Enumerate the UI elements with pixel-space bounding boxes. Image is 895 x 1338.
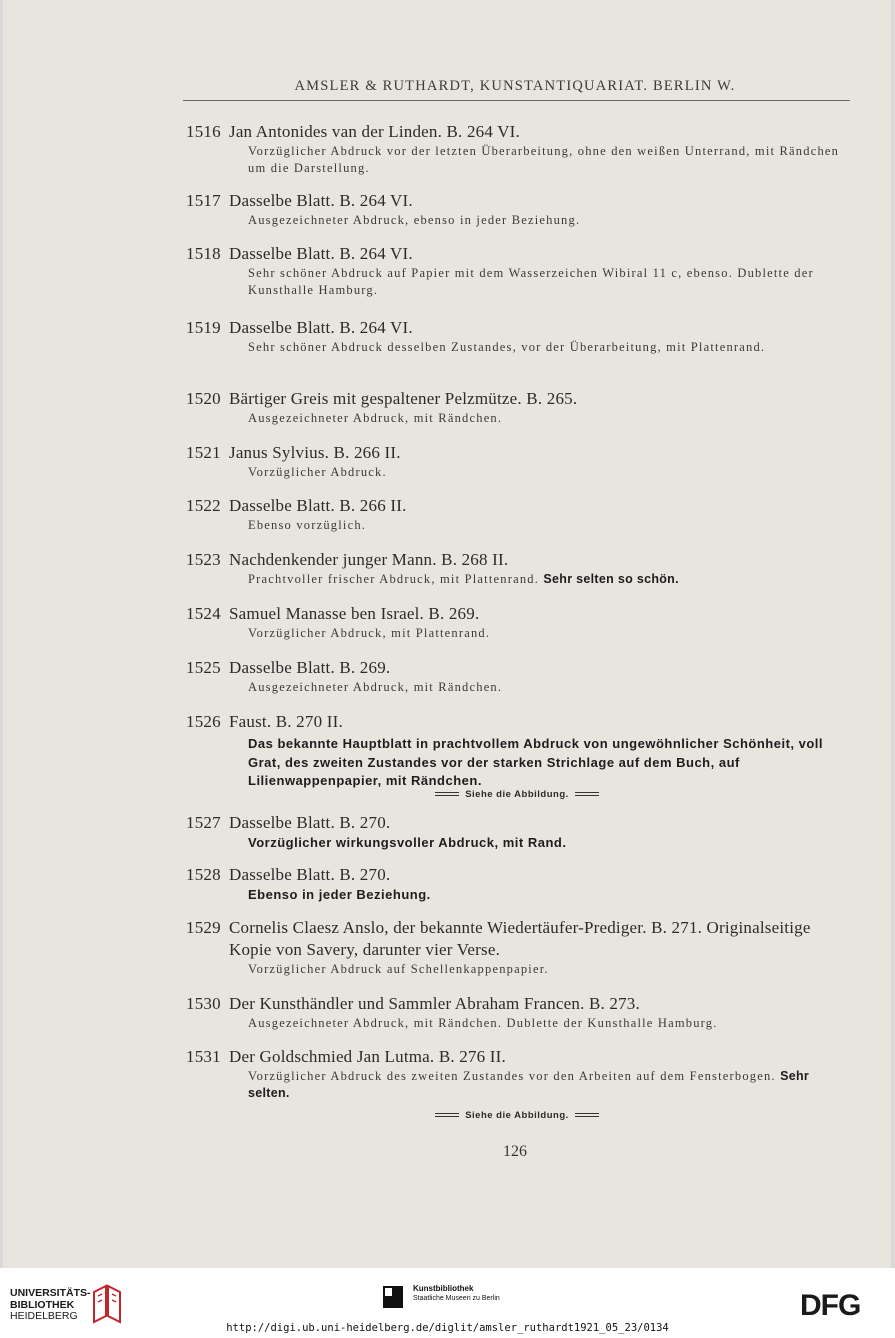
entry-title <box>186 657 848 679</box>
see-illustration-note <box>186 1110 848 1121</box>
header-rule <box>183 100 850 101</box>
catalog-entry-1529 <box>186 917 848 978</box>
entry-title <box>186 243 848 265</box>
entry-description: Vorzüglicher wirkungsvoller Abdruck, mit Rand. <box>248 835 567 850</box>
catalog-entry-1528 <box>186 864 848 905</box>
entry-description: Sehr schöner Abdruck desselben Zustandes, vor der Überarbeitung, mit Plattenrand. <box>248 340 766 354</box>
see-illustration-text: Siehe die Abbildung. <box>465 789 569 800</box>
entry-description: Vorzüglicher Abdruck auf Schellenkappenpapier. <box>248 962 549 976</box>
entry-title <box>186 495 848 517</box>
entry-title-text: Dasselbe Blatt. B. 269. <box>229 658 391 677</box>
catalog-entry-1524 <box>186 603 848 642</box>
catalog-entry-1521 <box>186 442 848 481</box>
catalog-entry-1531 <box>186 1046 848 1101</box>
catalog-entry-1530 <box>186 993 848 1032</box>
running-header: AMSLER & RUTHARDT, KUNSTANTIQUARIAT. BERLIN W. <box>294 78 736 94</box>
entry-description: Ausgezeichneter Abdruck, ebenso in jeder Beziehung. <box>248 213 581 227</box>
see-illustration-note <box>186 789 848 800</box>
rarity-note: Sehr selten so schön. <box>543 572 679 586</box>
see-illustration-text: Siehe die Abbildung. <box>465 1110 569 1121</box>
uni-logo-line1: UNIVERSITÄTS- <box>10 1287 91 1299</box>
entry-number: 1516 <box>186 122 221 141</box>
entry-description: Vorzüglicher Abdruck vor der letzten Überarbeitung, ohne den weißen Unterrand, mit Rändchen um die Darstellung. <box>248 144 840 175</box>
entry-title <box>186 603 848 625</box>
catalog-entry-1516 <box>186 121 848 176</box>
entry-title <box>186 121 848 143</box>
entry-title <box>186 442 848 464</box>
catalog-entry-1517 <box>186 190 848 229</box>
entry-number: 1524 <box>186 604 221 623</box>
catalog-entry-1520 <box>186 388 848 427</box>
entry-number: 1530 <box>186 994 221 1013</box>
entry-number: 1528 <box>186 865 221 884</box>
entry-title-text: Janus Sylvius. B. 266 II. <box>229 443 401 462</box>
entry-title <box>186 190 848 212</box>
entry-number: 1527 <box>186 813 221 832</box>
catalog-entry-1519 <box>186 317 848 356</box>
kunstbibliothek-logo[interactable] <box>383 1284 513 1314</box>
catalog-entry-1526 <box>186 711 848 791</box>
entry-description <box>248 571 848 588</box>
entry-title-text: Dasselbe Blatt. B. 264 VI. <box>229 244 413 263</box>
entry-title-text: Dasselbe Blatt. B. 266 II. <box>229 496 407 515</box>
entry-title-text: Nachdenkender junger Mann. B. 268 II. <box>229 550 509 569</box>
uni-logo-line2: BIBLIOTHEK <box>10 1298 75 1311</box>
entry-description: Vorzüglicher Abdruck. <box>248 465 387 479</box>
entry-number: 1520 <box>186 389 221 408</box>
entry-number: 1517 <box>186 191 221 210</box>
entry-title-text: Der Kunsthändler und Sammler Abraham Francen. B. 273. <box>229 994 640 1013</box>
entry-title <box>186 864 848 886</box>
entry-description: Vorzüglicher Abdruck, mit Plattenrand. <box>248 626 491 640</box>
entry-title <box>186 917 848 961</box>
catalog-entry-1523 <box>186 549 848 588</box>
entry-title-text: Der Goldschmied Jan Lutma. B. 276 II. <box>229 1047 506 1066</box>
dfg-logo[interactable]: DFG <box>800 1289 861 1322</box>
entry-title-text: Samuel Manasse ben Israel. B. 269. <box>229 604 480 623</box>
entry-title <box>186 388 848 410</box>
entry-number: 1526 <box>186 712 221 731</box>
page-number: 126 <box>503 1143 527 1160</box>
entry-number: 1521 <box>186 443 221 462</box>
entry-title-text: Dasselbe Blatt. B. 264 VI. <box>229 318 413 337</box>
entry-title-text: Dasselbe Blatt. B. 264 VI. <box>229 191 413 210</box>
entry-title <box>186 993 848 1015</box>
entry-number: 1525 <box>186 658 221 677</box>
entry-title <box>186 812 848 834</box>
entry-number: 1531 <box>186 1047 221 1066</box>
university-library-logo[interactable] <box>10 1288 91 1323</box>
rarity-note: Sehr selten. <box>248 1069 810 1100</box>
entry-title-text: Jan Antonides van der Linden. B. 264 VI. <box>229 122 520 141</box>
entry-description <box>248 1068 848 1101</box>
entry-title-text: Cornelis Claesz Anslo, der bekannte Wiedertäufer-Prediger. B. 271. Originalseitige Kopie von Savery, darunter vier Verse. <box>229 918 811 959</box>
catalog-entry-1522 <box>186 495 848 534</box>
entry-number: 1529 <box>186 918 221 937</box>
entry-title-text: Dasselbe Blatt. B. 270. <box>229 813 391 832</box>
entry-description: Ausgezeichneter Abdruck, mit Rändchen. Dublette der Kunsthalle Hamburg. <box>248 1016 718 1030</box>
entry-description-text: Vorzüglicher Abdruck des zweiten Zustandes vor den Arbeiten auf dem Fensterbogen. <box>248 1069 776 1083</box>
note-rule-left <box>435 792 459 796</box>
note-rule-right <box>575 792 599 796</box>
entry-title <box>186 549 848 571</box>
catalog-entry-1527 <box>186 812 848 853</box>
catalog-entry-1525 <box>186 657 848 696</box>
entry-title <box>186 711 848 733</box>
kb-logo-line2: Staatliche Museen zu Berlin <box>413 1295 500 1302</box>
university-mark-icon <box>90 1282 124 1324</box>
note-rule-right <box>575 1113 599 1117</box>
entry-number: 1519 <box>186 318 221 337</box>
entry-description: Ausgezeichneter Abdruck, mit Rändchen. <box>248 411 503 425</box>
entry-title-text: Bärtiger Greis mit gespaltener Pelzmütze. B. 265. <box>229 389 578 408</box>
entry-description: Ebenso in jeder Beziehung. <box>248 887 431 902</box>
entry-description-text: Prachtvoller frischer Abdruck, mit Plattenrand. <box>248 572 540 586</box>
entry-title <box>186 1046 848 1068</box>
entry-description: Ausgezeichneter Abdruck, mit Rändchen. <box>248 680 503 694</box>
uni-logo-line3: HEIDELBERG <box>10 1310 78 1322</box>
entry-description: Ebenso vorzüglich. <box>248 518 367 532</box>
kb-logo-line1: Kunstbibliothek <box>413 1284 474 1293</box>
kunstbibliothek-mark-icon <box>383 1286 403 1308</box>
entry-title <box>186 317 848 339</box>
entry-title-text: Dasselbe Blatt. B. 270. <box>229 865 391 884</box>
permalink-url[interactable]: http://digi.ub.uni-heidelberg.de/diglit/amsler_ruthardt1921_05_23/0134 <box>226 1322 669 1334</box>
entry-description: Das bekannte Hauptblatt in prachtvollem Abdruck von ungewöhnlicher Schönheit, voll Grat, des zweiten Zustandes vor der starken Strichlage auf dem Buch, auf Lilienwappenpapier, mit Rändchen. <box>248 736 824 788</box>
entry-number: 1522 <box>186 496 221 515</box>
entry-number: 1523 <box>186 550 221 569</box>
entry-title-text: Faust. B. 270 II. <box>229 712 343 731</box>
note-rule-left <box>435 1113 459 1117</box>
entry-number: 1518 <box>186 244 221 263</box>
catalog-entry-1518 <box>186 243 848 298</box>
entry-description: Sehr schöner Abdruck auf Papier mit dem Wasserzeichen Wibiral 11 c, ebenso. Dublette der Kunsthalle Hamburg. <box>248 266 814 297</box>
